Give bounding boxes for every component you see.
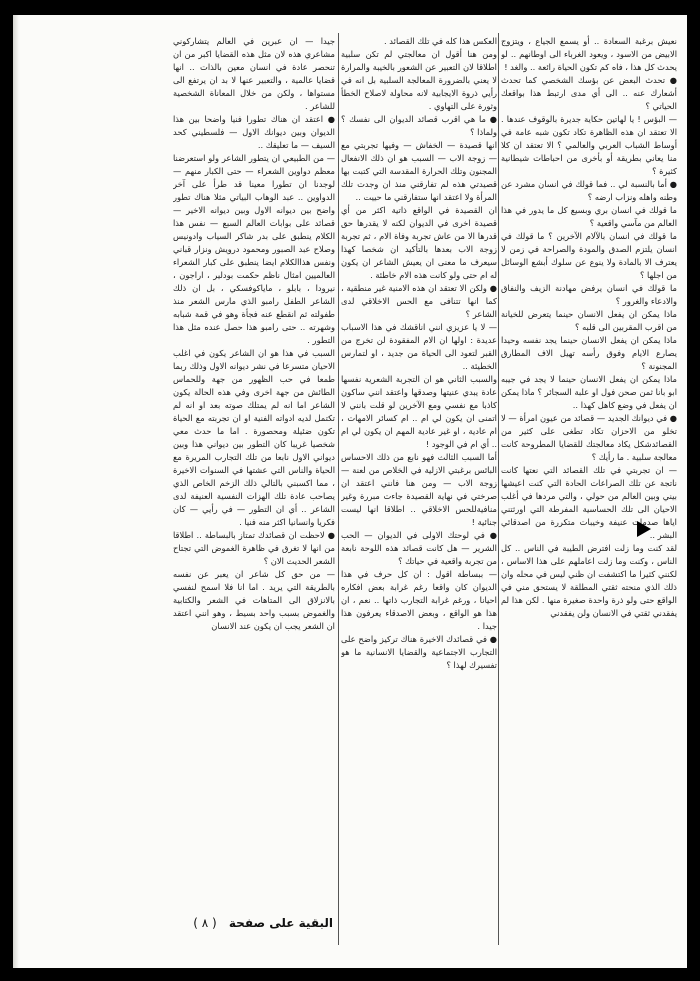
article-column-right (501, 35, 677, 943)
paragraph: لقد كنت وما زلت افترض الطيبة في الناس .. كل الناس ، وكنت وما زلت اعاملهم على هذا الاساس ، لكنني كثيرا ما اكتشفت ان ظني ليس في محله وان ذلك الذي منحته ثقتي المطلقة لا يستحق مني في الواقع حتى ولو ذرة واحدة صغيرة منها . لكن هذا لم يفقدني ثقتي في الانسان ولن يفقدني (501, 543, 677, 618)
article-column-left (173, 35, 335, 895)
continued-footer (179, 916, 333, 930)
paragraph: — البؤس ! يا لهاتين حكاية جديرة بالوقوف عندها . الا تعتقد ان هذه الظاهرة تكاد تكون شبه عامة في أوساط الشباب العربي والعالمي ؟ الا تعتقد ان كلا منا يعاني بطريقة أو بأخرى من احباطات شيطانية كثيرة ؟ (501, 114, 677, 176)
paragraph: ● في ديوانك الجديد — قصائد من عيون امرأة — لا تخلو من الاحزان تكاد تطغى على كثير من القصائدشكل يكاد معالجتك للقضايا المطروحة كانت معالجة سلبية . ما رأيك ؟ (501, 413, 677, 462)
paragraph: — ببساطة اقول : ان كل حرف في هذا الديوان كان واقعا رغم غرابة بعض افكاره احيانا ، ورغم غرابة التجارب ذاتها .. نعم ، ان هذا هو الواقع ، وبعض الاصدقاء يعرفون هذا جيدا . (341, 569, 497, 631)
article-column-middle (341, 35, 497, 943)
paragraph: ● تحدث البعض عن بؤسك الشخصي كما تحدث أشعارك عنه .. الى أي مدى ارتبط هذا بواقعك الحياتي ؟ (501, 75, 677, 111)
paragraph: السبب في هذا هو ان الشاعر يكون في اغلب الاحيان متسرعا في نشر ديوانه الاول وذلك ربما طمعا في حب الظهور من جهة وللحماس الطائش من جهة اخرى وفي هذه الحالة يكون الشاعر اما انه لم يمتلك صوته بعد او انه لم تكتمل لديه ادواته الفنية او ان تجربته مع الحياة تكون ضئيلة ومحصورة . اما ما حدث معي شخصيا غريبا كان التطور بين ديواني هذا وبين ديواني الاول نابعا من تلك التجارب المريرة مع الحياة والناس التي عشتها في السنوات الاخيرة ، مما اكسبني بالتالي ذلك الزخم الخاص الذي يصاحب عادة تلك الهزات النفسية العنيفة لدى الشاعر .. أي ان التطور — في رأيي — كان فكريا وانسانيا اكثر منه فنيا . (173, 348, 335, 527)
column-divider (338, 33, 339, 945)
paragraph: ● أما بالنسبة لي .. فما قولك في انسان مشرد عن وطنه واهله ونزاب ارضه ؟ (501, 179, 677, 202)
scanned-page (13, 15, 687, 968)
paragraph: ● اعتقد ان هناك تطورا فنيا واضحا بين هذا الديوان وبين ديوانك الاول — فلسطيني كحد السيف — ما تعليقك .. (173, 114, 335, 150)
paragraph: والسبب الثاني هو ان التجربة الشعرية نفسها عادة يبدي عنيتها وصدقها واعتقد انني ساكون كاذبا مع نفسي ومع الآخرين لو قلت بانني لا اتمنى ان يكون لي ام .. ام كسائر الامهات ، ام عادية ، او غير عادية المهم ان يكون لي ام .. أي ام في الوجود ! (341, 374, 497, 449)
paragraph: ان القصيدة في الواقع ذاتية اكثر من أي قصيدة اخرى في الديوان لكنه لا يقدرها حق قدرها الا من عاش تجربة وفاة الام ، ثم تجربة زوجة الاب بعدها بالتأكيد ان شخصا كهذا سيعرف ما معنى ان يعيش الشاعر ان يكون له ام حتى ولو كانت هذه الام خاطئة . (341, 205, 497, 280)
column-divider (498, 33, 499, 945)
paragraph: ● ما هي اقرب قصائد الديوان الى نفسك ؟ ولماذا ؟ (341, 114, 497, 137)
paragraph: العكس هذا كله في تلك القصائد . (384, 36, 497, 46)
continued-page-number: ( ٨ ) (193, 916, 217, 930)
paragraph: ما قولك في انسان بري وبسيع كل ما يدور في هذا العالم من مآسي واقعية ؟ (501, 205, 677, 228)
continued-label: البقية على صفحة (228, 916, 333, 930)
paragraph: ما قولك في انسان يرفض مهادنة الزيف والنفاق والادعاء والغرور ؟ (501, 283, 677, 306)
scan-edge-shadow (13, 15, 19, 968)
paragraph: ● في قصائدك الاخيرة هناك تركيز واضح على التجارب الاجتماعية والقضايا الانسانية ما هو تفسيرك لهذا ؟ (341, 634, 497, 670)
paragraph: — من الطبيعي ان يتطور الشاعر ولو استعرضنا معظم دواوين الشعراء — حتى الكبار منهم — لوجدنا ان تطورا معينا قد طرأ على آخر الدواوين .. عبد الوهاب البياتي مثلا هناك تطور واضح بين ديوانه الاول وبين ديوانه الاخير — قصائد على بوابات العالم السبع — نفس هذا الكلام ينطبق على بدر شاكر السياب وادونيس وصلاح عبد الصبور ومحمود درويش ونزار قباني ونفس هذاالكلام ايضا ينطبق على كبار الشعراء العالميين امثال ناظم حكمت بودلير ، اراجون ، نيرودا ، بابلو ، ماياكوفسكي ، بل ان ذلك الشاعر الطفل رامبو الذي مارس الشعر منذ طفولته ثم انقطع عنه فجأة وهو في قمة شبابه وشهرته .. حتى رامبو هذا حصل عنده مثل هذا التطور . (173, 153, 335, 345)
paragraph: جيدا — ان عبرين في العالم يتشاركوني مشاعري هذه لان مثل هذه القضايا اكبر من ان تنحصر عادة في انسان معين بالذات .. انها قضايا عالمية ، والتعبير عنها لا بد ان يرتفع الى مستواها ، ولكن من خلال المعاناة الشخصية للشاعر . (173, 36, 335, 111)
paragraph: ● في لوحتك الاولى في الديوان — الحب الشرير — هل كانت قصائد هذه اللوحة نابعة من تجربة واقعية في حياتك ؟ (341, 530, 497, 566)
paragraph: أما السبب الثالث فهو نابع من ذلك الاحساس البائس برغبتي الازلية في الخلاص من لعنة — زوجة الاب — ومن هنا فانني اعتقد ان صرختي في نهاية القصيدة جاءت مبررة وغير منافيةللحس الاخلاقي .. اطلاقا انها ليست جنائية ! (341, 452, 497, 527)
paragraph: — لا يا عزيزي انني اناقشك في هذا الاسباب عديدة : اولها ان الام المفقودة لن تخرج من القبر لتعود الى الحياة من جديد ، او لتمارس الخطيئة .. (341, 322, 497, 371)
paragraph: انها قصيدة — الخفاش — وفيها تجربتي مع — زوجة الاب — السبب هو ان ذلك الانفعال المجنون وتلك الحرارة المقدسة التي كتبت بها قصيدتي هذه لم تفارقني منذ ان وجدت تلك المرأة ولا اعتقد انها ستفارقني ما حييت .. (341, 140, 497, 202)
paragraph: ماذا يمكن ان يفعل الانسان حينما لا يجد في جيبه ابو بانا ثمن صحن فول او علبة السجائر ؟ ماذا يمكن ان يفعل في وضع كاهل كهذا .. (501, 374, 677, 410)
paragraph: ● ولكن الا تعتقد ان هذه الامنية غير منطقية ، كما انها تتنافى مع الحس الاخلاقي لدى الشاعر ؟ (341, 283, 497, 319)
paragraph: ومن هنا أقول ان معالجتي لم تكن سلبية اطلاقا لان التعبير عن الشعور بالخيبة والمرارة لا يعني بالضرورة المعالجة السلبية بل انه في رأيي ذروة الايجابية لانه محاولة لاصلاح الخطأ وثورة على التهاوي . (341, 49, 497, 111)
paragraph: — ان تجربتي في تلك القصائد التي نعتها كانت ناتجة عن تلك الصراعات الحادة التي كنت اعيشها بيني وبين العالم من حولي ، والتي مردها في أغلب الاحيان الى تلك الحساسية المفرطة التي اورثتني اياها صدمات عنيفة وخيبات متكررة من اصدقائي البشر .. (501, 465, 677, 540)
paragraph: نعيش برغبة السعادة .. أو يسمع الجياع ، ويتزوج الابيض من الاسود ، ويعود الغرباء الى اوطانهم .. لو يحدث كل هذا ، فاه كم تكون الحياة رائعة .. والغد ! (501, 36, 677, 72)
paper-fold-mark (637, 521, 651, 537)
paragraph: ما قولك في انسان بالآلام الآخرين ؟ ما قولك في انسان يلتزم الصدق والمودة والصراحة في زمن لا يعترف الا بالمادة ولا ينوع عن سلوك أبشع الوسائل من اجلها ؟ (501, 231, 677, 280)
paragraph: ● لاحظت ان قصائدك تمتاز بالبساطة .. اطلاقا من انها لا تغرق في ظاهرة الغموض التي تجتاح الشعر الحديث الان ؟ (173, 530, 335, 566)
paragraph: ماذا يمكن ان يفعل الانسان حينما يتعرض للخيانة من اقرب المقربين الى قلبه ؟ (501, 309, 677, 332)
paragraph: ماذا يمكن ان يفعل الانسان حينما يجد نفسه وحيدا يصارع الايام وفوق رأسه تهيل الاف المطارق المجنونة ؟ (501, 335, 677, 371)
paragraph: — من حق كل شاعر ان يعبر عن نفسه بالطريقة التي يريد . اما انا فلا اسمح لنفسي بالانزلاق الى المتاهات في الشعر والكتابية والغموض بسبب واحد بسيط ، وهو انني اعتقد ان الشعر يجب ان يكون عند الانسان (173, 569, 335, 631)
